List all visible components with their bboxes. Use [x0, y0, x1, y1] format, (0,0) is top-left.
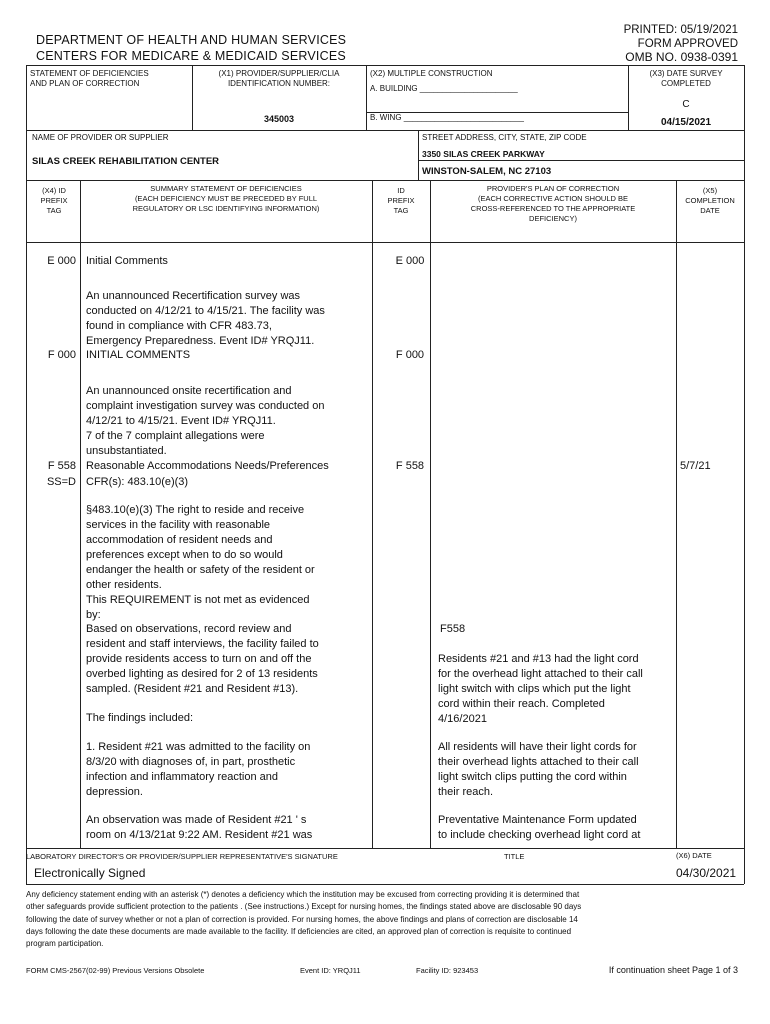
row-title-initial-caps: INITIAL COMMENTS	[86, 349, 191, 361]
plan-all-residents: All residents will have their light cords for their overhead lights attached to their call light switch clips putting the cord within their reach.	[438, 741, 639, 798]
provider-name: SILAS CREEK REHABILITATION CENTER	[32, 156, 220, 167]
paragraph-based-on: Based on observations, record review and resident and staff interviews, the facility failed to provide residents access to turn on and off the overbed lighting as desired for 2 of 13 residents sampled. (Resident #21 and Resident #13).	[86, 623, 319, 695]
department-name: DEPARTMENT OF HEALTH AND HUMAN SERVICES	[36, 33, 347, 47]
address-street: 3350 SILAS CREEK PARKWAY	[422, 149, 545, 159]
printed-date: PRINTED: 05/19/2021	[623, 24, 738, 36]
omb-number: OMB NO. 0938-0391	[625, 50, 738, 64]
row-title-f558: Reasonable Accommodations Needs/Preferences	[86, 460, 329, 472]
footer-form: FORM CMS-2567(02-99) Previous Versions Obsolete	[26, 966, 205, 975]
id-f558: F 558	[395, 460, 425, 472]
paragraph-findings: The findings included:	[86, 712, 194, 724]
paragraph-resident21: 1. Resident #21 was admitted to the facility on 8/3/20 with diagnoses of, in part, prosthetic infection and inflammatory reaction and depression.	[86, 741, 311, 798]
centers-name: CENTERS FOR MEDICARE & MEDICAID SERVICES	[36, 49, 346, 63]
x3-label: (X3) DATE SURVEY COMPLETED	[649, 69, 723, 88]
tag-e000: E 000	[47, 255, 76, 267]
col-id-header: ID PREFIX TAG	[387, 186, 415, 215]
col-summary-header: SUMMARY STATEMENT OF DEFICIENCIES (EACH DEFICIENCY MUST BE PRECEDED BY FULL REGULATORY OR LSC IDENTIFYING INFORMATION)	[132, 184, 320, 213]
footer-page: If continuation sheet Page 1 of 3	[608, 965, 738, 975]
id-f000: F 000	[395, 349, 425, 361]
plan-maintenance: Preventative Maintenance Form updated to include checking overhead light cord at	[438, 814, 641, 841]
paragraph-observation: An observation was made of Resident #21 ' s room on 4/13/21at 9:22 AM. Resident #21 was	[86, 814, 313, 841]
signature-value: Electronically Signed	[34, 866, 146, 880]
col-x5-header: (X5) COMPLETION DATE	[685, 186, 735, 215]
provider-label: NAME OF PROVIDER OR SUPPLIER	[32, 133, 169, 142]
survey-date: 04/15/2021	[660, 117, 712, 128]
x2-building: A. BUILDING ______________________	[370, 84, 518, 93]
tag-f000: F 000	[47, 349, 76, 361]
id-e000: E 000	[395, 255, 425, 267]
tag-f558: F 558	[47, 460, 76, 472]
x1-label: (X1) PROVIDER/SUPPLIER/CLIA IDENTIFICATION NUMBER:	[218, 69, 340, 88]
provider-id: 345003	[263, 114, 295, 124]
footer-facility: Facility ID: 923453	[416, 966, 479, 975]
paragraph-complaint: An unannounced onsite recertification and complaint investigation survey was conducted on 4/12/21 to 4/15/21. Event ID# YRQJ11. 7 of the 7 complaint allegations were unsubstantiated.	[86, 385, 325, 457]
paragraph-recert: An unannounced Recertification survey was conducted on 4/12/21 to 4/15/21. The facility was found in compliance with CFR 483.73, Emergency Preparedness. Event ID# YRQJ11.	[86, 290, 325, 347]
signature-date: 04/30/2021	[676, 866, 737, 880]
address-label: STREET ADDRESS, CITY, STATE, ZIP CODE	[422, 133, 587, 142]
plan-residents: Residents #21 and #13 had the light cord for the overhead light attached to their call light switch with clips which put the light cord within their reach. Completed 4/16/2021	[438, 653, 643, 725]
date-label: (X6) DATE	[676, 851, 712, 860]
disclaimer: Any deficiency statement ending with an asterisk (*) denotes a deficiency which the institution may be excused from correcting providing it is determined that other safeguards provide sufficient protection to the patients . (See instructions.) Except for nursing homes, the findings stated above are disclosable 90 days following the date of survey whether or not a plan of correction is provided. For nursing homes, the above findings and plans of correction are disclosable 14 days following the date these documents are made available to the facility. If deficiencies are cited, an approved plan of correction is requisite to continued program participation.	[26, 890, 582, 949]
row-cfr: CFR(s): 483.10(e)(3)	[86, 476, 189, 488]
agency-header	[36, 32, 346, 64]
paragraph-regulation: §483.10(e)(3) The right to reside and receive services in the facility with reasonable accommodation of resident needs and preferences except when to do so would endanger the health or safety of the resident or other residents. This REQUIREMENT is not met as evidenced by:	[86, 504, 315, 621]
scope-severity: SS=D	[46, 476, 76, 488]
survey-code: C	[682, 99, 690, 110]
row-title-initial: Initial Comments	[86, 255, 168, 267]
x2-wing: B. WING ___________________________	[370, 113, 524, 122]
address-city: WINSTON-SALEM, NC 27103	[422, 166, 552, 177]
col-plan-header: PROVIDER'S PLAN OF CORRECTION (EACH CORRECTIVE ACTION SHOULD BE CROSS-REFERENCED TO THE APPROPRIATE DEFICIENCY)	[470, 184, 636, 223]
x2-label: (X2) MULTIPLE CONSTRUCTION	[370, 69, 493, 78]
plan-tag: F558	[440, 623, 466, 635]
col-x4-header: (X4) ID PREFIX TAG	[40, 186, 68, 215]
title-label: TITLE	[504, 852, 525, 861]
form-info	[624, 24, 738, 65]
footer-event: Event ID: YRQJ11	[300, 966, 361, 975]
signature-label: LABORATORY DIRECTOR'S OR PROVIDER/SUPPLIER REPRESENTATIVE'S SIGNATURE	[26, 852, 338, 861]
form-approved: FORM APPROVED	[637, 37, 738, 50]
completion-date: 5/7/21	[680, 460, 711, 472]
statement-label: STATEMENT OF DEFICIENCIES AND PLAN OF CORRECTION	[30, 69, 149, 88]
